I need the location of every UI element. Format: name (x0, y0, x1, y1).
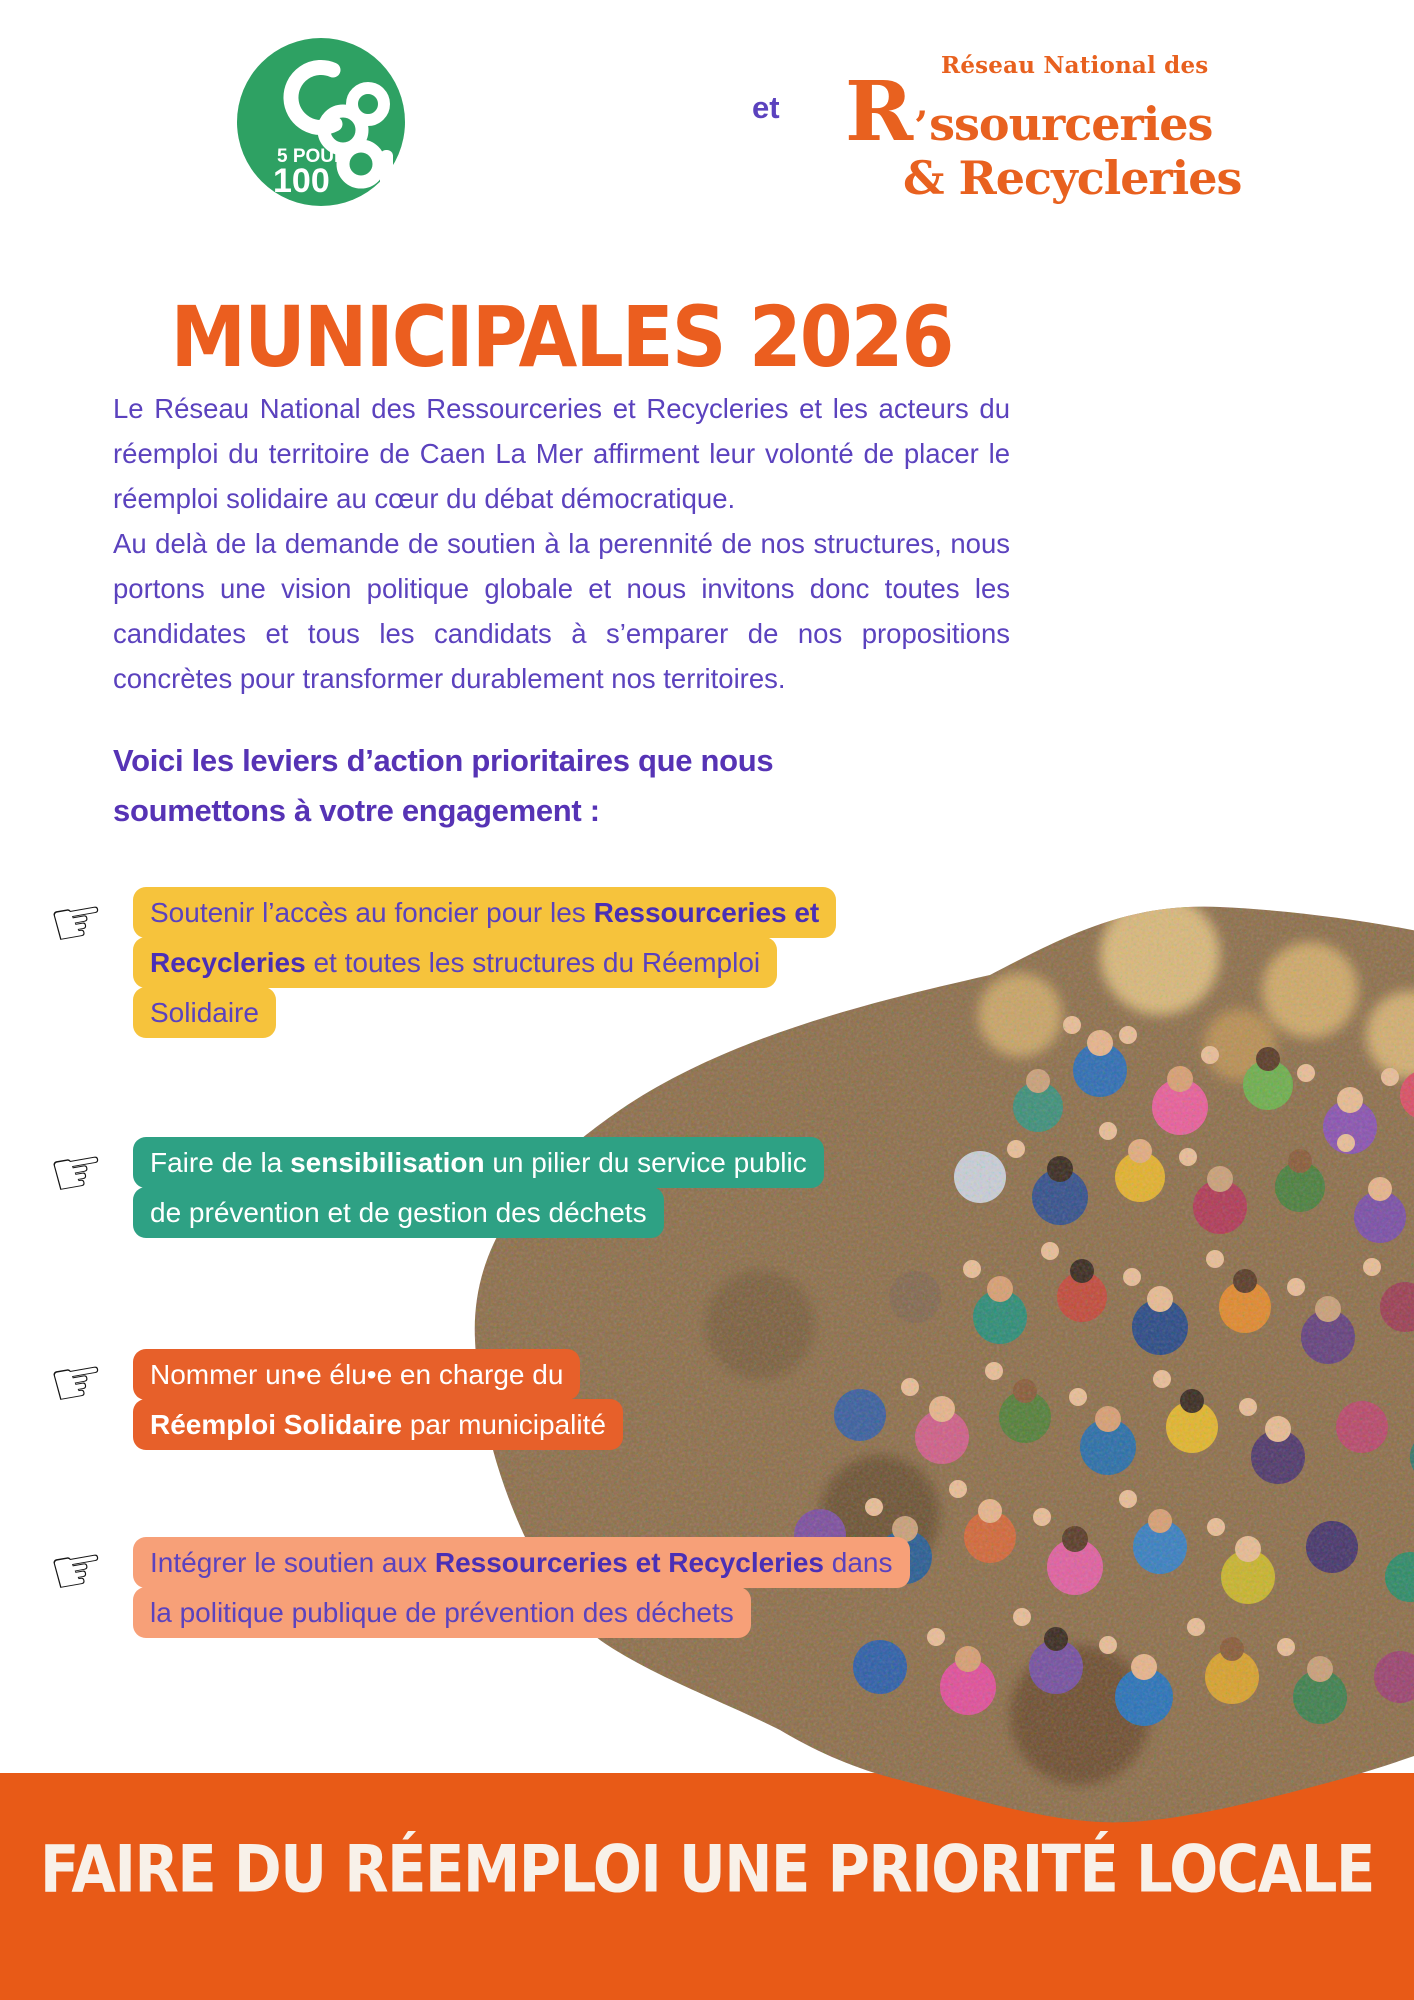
page-title: MUNICIPALES 2026 (170, 288, 953, 386)
pointing-hand-icon: ☞ (44, 883, 112, 962)
logo-line2: & Recycleries (903, 151, 1242, 205)
ressourceries-recycleries-logo (845, 52, 1265, 205)
coop-5-pour-100-logo (237, 38, 405, 206)
bottom-banner-slogan: FAIRE DU RÉEMPLOI UNE PRIORITÉ LOCALE (40, 1832, 1374, 1908)
intro-text (113, 386, 1010, 701)
intro-paragraph-1: Le Réseau National des Ressourceries et Recycleries et les acteurs du réemploi du territoire de Caen La Mer affirment leur volonté de placer le réemploi solidaire au cœur du débat démocratique. (113, 393, 1010, 514)
lever-foncier (133, 888, 873, 1038)
lever-elu-text: Nommer un•e élu•e en charge du Réemploi Solidaire par municipalité (133, 1349, 623, 1450)
lever-elu (133, 1350, 653, 1450)
logo-tagline: Réseau National des (941, 52, 1209, 79)
lever-sensibilisation-text: Faire de la sensibilisation un pilier du service public de prévention et de gestion des déchets (133, 1137, 824, 1238)
separator-et: et (752, 90, 780, 125)
logo-name-rest: ssourceries (929, 97, 1213, 151)
lever-politique-text: Intégrer le soutien aux Ressourceries et Recycleries dans la politique publique de prévention des déchets (133, 1537, 910, 1638)
pointing-hand-icon: ☞ (44, 1133, 112, 1212)
logo-apostrophe-leaf: ’ (914, 103, 929, 150)
coop-logo-text-5pour: 5 POUR (277, 146, 348, 167)
coop-logo-graphic (237, 38, 405, 206)
logo-big-r: R (845, 64, 914, 160)
coop-logo-text-100: 100 (273, 162, 330, 200)
lever-foncier-text: Soutenir l’accès au foncier pour les Ressourceries et Recycleries et toutes les structures du Réemploi Solidaire (133, 887, 836, 1038)
pointing-hand-icon: ☞ (44, 1343, 112, 1422)
lever-sensibilisation (133, 1138, 823, 1238)
intro-paragraph-2: Au delà de la demande de soutien à la perennité de nos structures, nous portons une vision politique globale et nous invitons donc toutes les candidates et tous les candidats à s’emparer de nos propositions concrètes pour transformer durablement nos territoires. (113, 528, 1010, 694)
levers-heading: Voici les leviers d’action prioritaires que nous soumettons à votre engagement : (113, 743, 774, 828)
pointing-hand-icon: ☞ (44, 1531, 112, 1610)
lever-politique (133, 1538, 903, 1638)
